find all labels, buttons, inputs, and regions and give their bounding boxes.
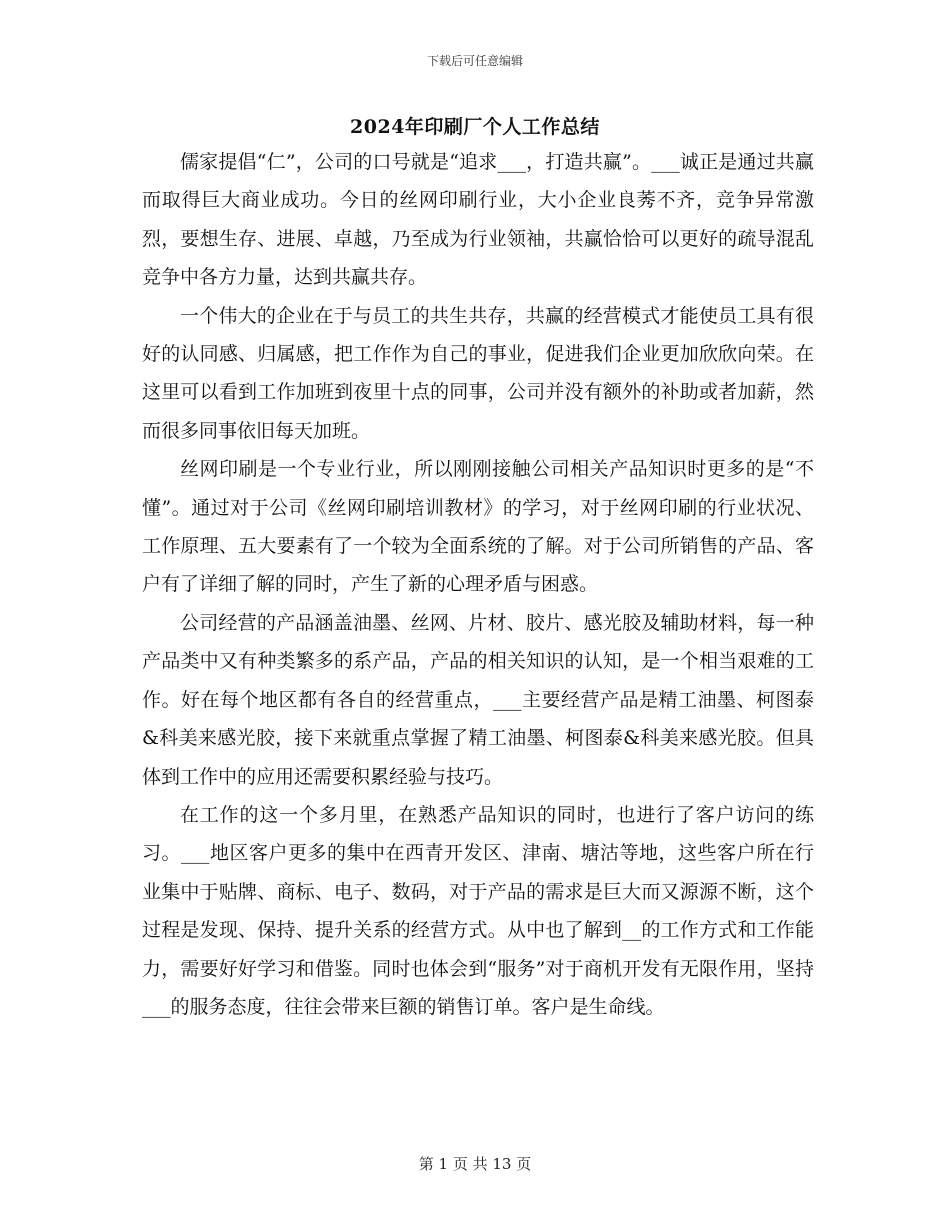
paragraph-2: 一个伟大的企业在于与员工的共生共存，共赢的经营模式才能使员工具有很好的认同感、归属感，把工作作为自己的事业，促进我们企业更加欣欣向荣。在这里可以看到工作加班到夜里十点的同事，公司并没有额外的补助或者加薪，然而很多同事依旧每天加班。 xyxy=(142,304,814,442)
document-body xyxy=(142,143,814,1026)
page-header-note: 下载后可任意编辑 xyxy=(426,54,523,68)
paragraph-1: 儒家提倡“仁”，公司的口号就是“追求___，打造共赢”。___诚正是通过共赢而取得巨大商业成功。今日的丝网印刷行业，大小企业良莠不齐，竞争异常激烈，要想生存、进展、卓越，乃至成为行业领袖，共赢恰恰可以更好的疏导混乱竞争中各方力量，达到共赢共存。 xyxy=(142,151,814,289)
page-number: 第 1 页 共 13 页 xyxy=(418,1155,532,1173)
paragraph-3: 丝网印刷是一个专业行业，所以刚刚接触公司相关产品知识时更多的是“不懂”。通过对于公司《丝网印刷培训教材》的学习，对于丝网印刷的行业状况、工作原理、五大要素有了一个较为全面系统的了解。对于公司所销售的产品、客户有了详细了解的同时，产生了新的心理矛盾与困惑。 xyxy=(142,458,814,596)
paragraph-5: 在工作的这一个多月里，在熟悉产品知识的同时，也进行了客户访问的练习。___地区客户更多的集中在西青开发区、津南、塘沽等地，这些客户所在行业集中于贴牌、商标、电子、数码，对于产品的需求是巨大而又源源不断，这个过程是发现、保持、提升关系的经营方式。从中也了解到__的工作方式和工作能力，需要好好学习和借鉴。同时也体会到“服务”对于商机开发有无限作用，坚持___的服务态度，往往会带来巨额的销售订单。客户是生命线。 xyxy=(142,803,814,1018)
paragraph-4: 公司经营的产品涵盖油墨、丝网、片材、胶片、感光胶及辅助材料，每一种产品类中又有种类繁多的系产品，产品的相关知识的认知，是一个相当艰难的工作。好在每个地区都有各自的经营重点，___主要经营产品是精工油墨、柯图泰&科美来感光胶，接下来就重点掌握了精工油墨、柯图泰&科美来感光胶。但具体到工作中的应用还需要积累经验与技巧。 xyxy=(142,611,814,788)
document-title: 2024年印刷厂个人工作总结 xyxy=(350,116,600,138)
